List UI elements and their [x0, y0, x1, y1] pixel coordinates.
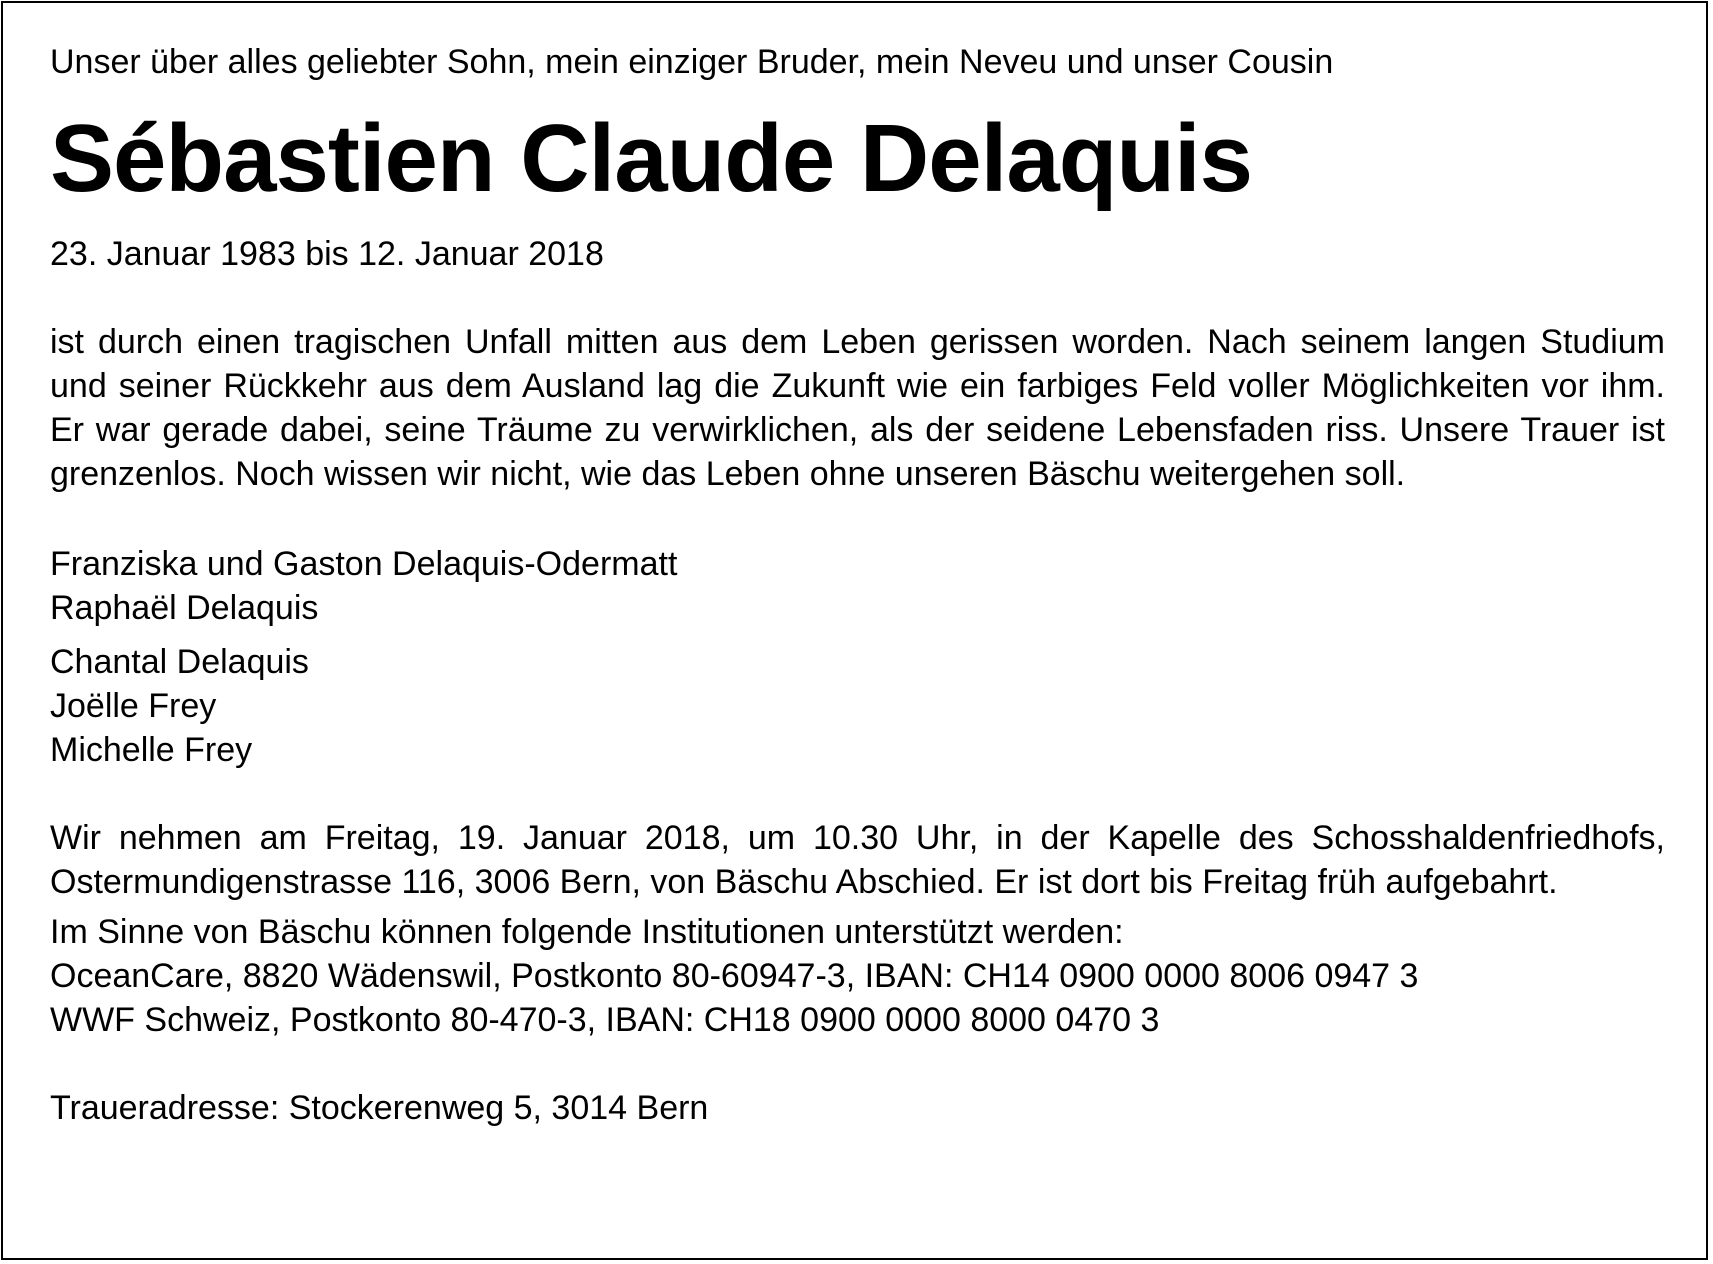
deceased-name: Sébastien Claude Delaquis [50, 105, 1253, 212]
donation-oceancare: OceanCare, 8820 Wädenswil, Postkonto 80-60947-3, IBAN: CH14 0900 0000 8006 0947 3 [50, 957, 1419, 995]
family-group-relatives [50, 640, 1665, 772]
donation-intro: Im Sinne von Bäschu können folgende Institutionen unterstützt werden: [50, 913, 1124, 951]
obituary-notice [50, 40, 1665, 1130]
family-member: Chantal Delaquis [50, 643, 309, 681]
family-member: Michelle Frey [50, 731, 253, 769]
family-member: Raphaël Delaquis [50, 589, 319, 627]
ceremony-info: Wir nehmen am Freitag, 19. Januar 2018, um 10.30 Uhr, in der Kapelle des Schosshaldenfriedhofs, Ostermundigenstrasse 116, 3006 Bern, von Bäschu Abschied. Er ist dort bis Freitag früh aufgebahrt. [50, 819, 1665, 901]
obituary-text: ist durch einen tragischen Unfall mitten aus dem Leben gerissen worden. Nach seinem langen Studium und seiner Rückkehr aus dem Ausland lag die Zukunft wie ein farbiges Feld voller Möglichkeiten vor ihm. Er war gerade dabei, seine Träume zu verwirklichen, als der seidene Lebensfaden riss. Unsere Trauer ist grenzenlos. Noch wissen wir nicht, wie das Leben ohne unseren Bäschu weitergehen soll. [50, 323, 1665, 493]
family-member: Joëlle Frey [50, 687, 217, 725]
family-member: Franziska und Gaston Delaquis-Odermatt [50, 545, 678, 583]
donation-wwf: WWF Schweiz, Postkonto 80-470-3, IBAN: CH18 0900 0000 8000 0470 3 [50, 1001, 1160, 1039]
mourning-address: Traueradresse: Stockerenweg 5, 3014 Bern [50, 1089, 709, 1127]
family-group-parents-brother [50, 542, 1665, 630]
donation-info [50, 910, 1665, 1042]
intro-line: Unser über alles geliebter Sohn, mein einziger Bruder, mein Neveu und unser Cousin [50, 43, 1334, 81]
life-dates: 23. Januar 1983 bis 12. Januar 2018 [50, 235, 604, 273]
